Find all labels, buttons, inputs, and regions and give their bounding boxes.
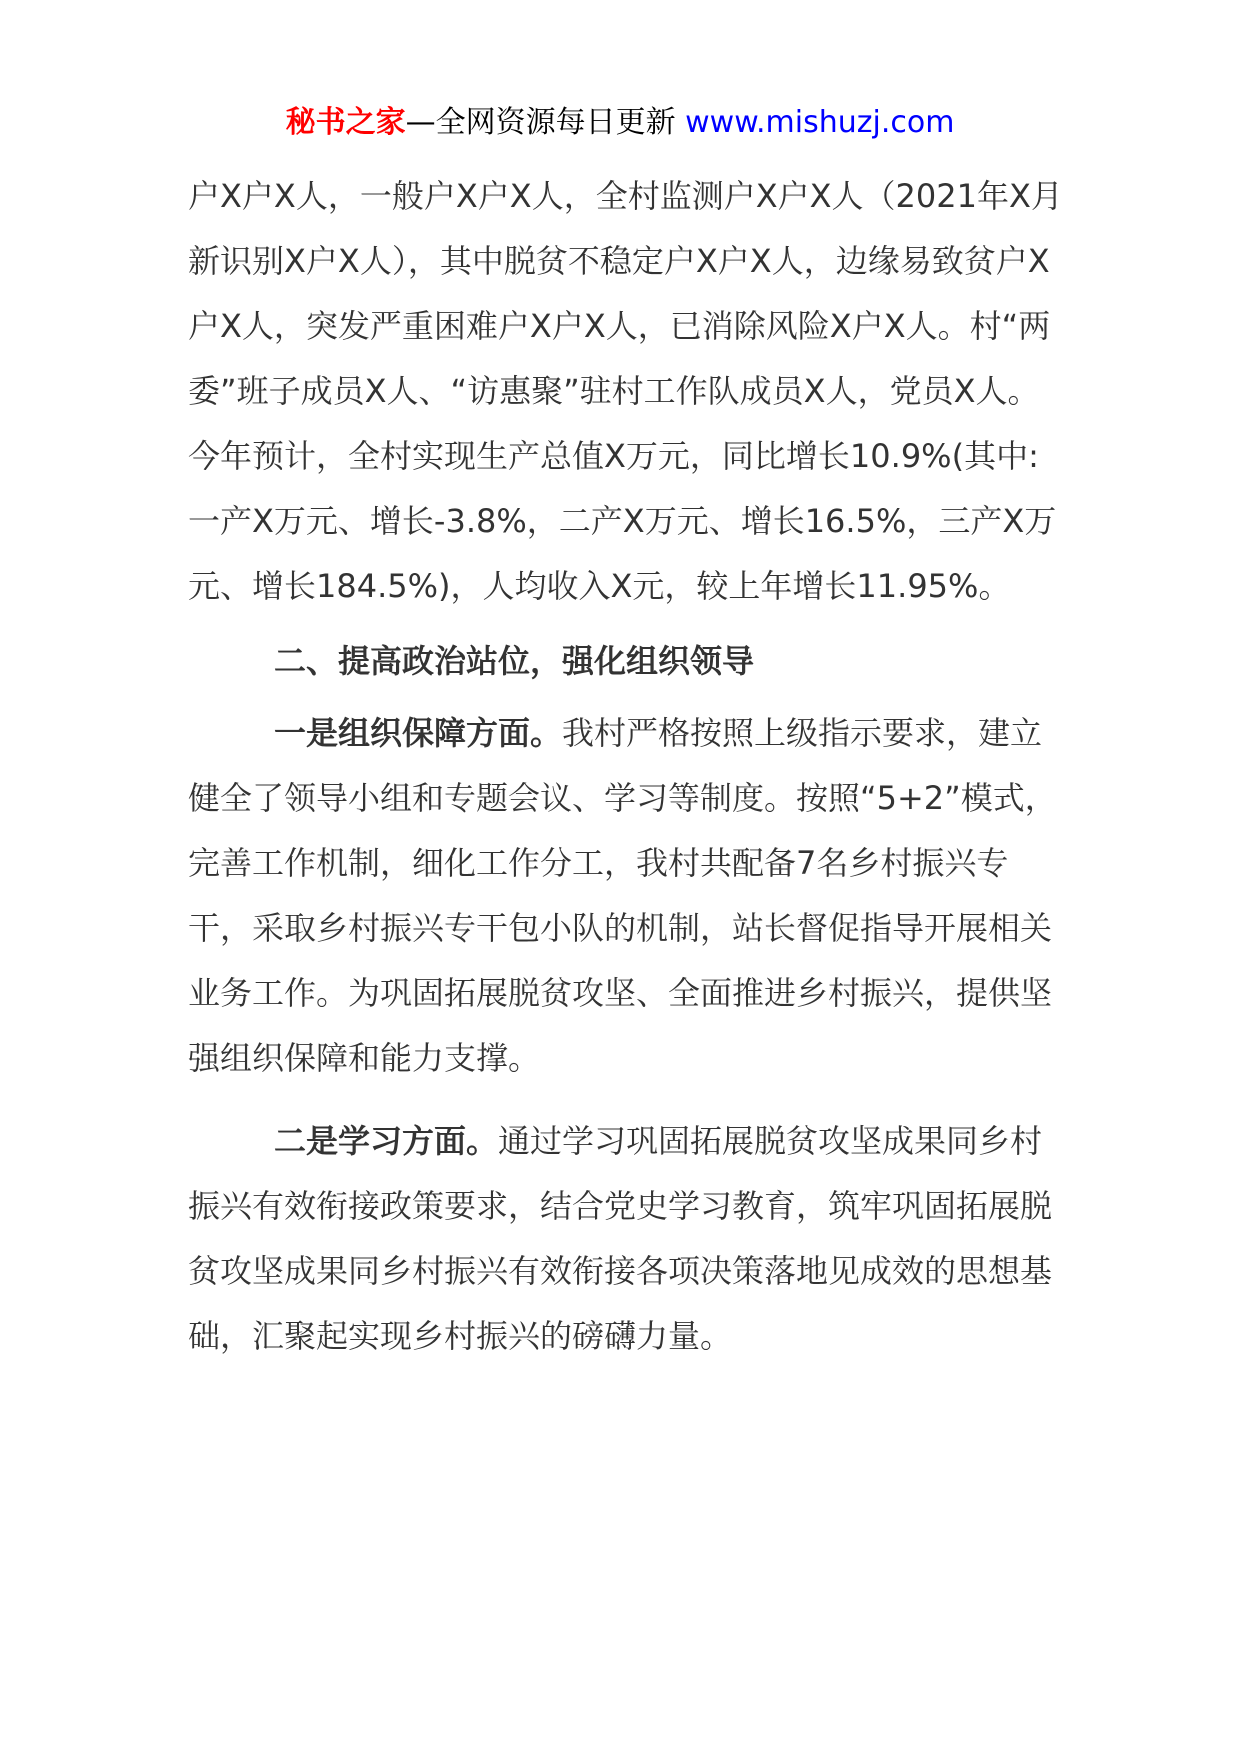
paragraph-body: 我村严格按照上级指示要求，建立健全了领导小组和专题会议、学习等制度。按照“5+2”模式，完善工作机制，细化工作分工，我村共配备7名乡村振兴专干，采取乡村振兴专干包小队的机制，站长督促指导开展相关业务工作。为巩固拓展脱贫攻坚、全面推进乡村振兴，提供坚强组织保障和能力支撑。 [188,714,1057,1077]
header-url-link[interactable]: www.mishuzj.com [685,105,955,140]
paragraph-lead: 二是学习方面。 [274,1122,499,1160]
section-heading: 二、提高政治站位，强化组织领导 [274,642,755,680]
header-brand: 秘书之家 [285,105,406,140]
paragraph-body: 通过学习巩固拓展脱贫攻坚成果同乡村振兴有效衔接政策要求，结合党史学习教育，筑牢巩固拓展脱贫攻坚成果同乡村振兴有效衔接各项决策落地见成效的思想基础，汇聚起实现乡村振兴的磅礴力量。 [188,1122,1053,1355]
page-header [0,102,1240,144]
paragraph-organization [188,701,1068,1091]
paragraph-lead: 一是组织保障方面。 [274,714,563,752]
document-body [188,164,1068,1369]
paragraph-study [188,1109,1068,1369]
paragraph-village-statistics: 户X户X人，一般户X户X人，全村监测户X户X人（2021年X月新识别X户X人），其中脱贫不稳定户X户X人，边缘易致贫户X户X人，突发严重困难户X户X人，已消除风险X户X人。村“两委”班子成员X人、“访惠聚”驻村工作队成员X人，党员X人。今年预计，全村实现生产总值X万元，同比增长10.9%(其中:一产X万元、增长-3.8%，二产X万元、增长16.5%，三产X万元、增长184.5%)，人均收入X元，较上年增长11.95%。 [188,177,1063,605]
header-tagline: —全网资源每日更新 [405,105,676,140]
